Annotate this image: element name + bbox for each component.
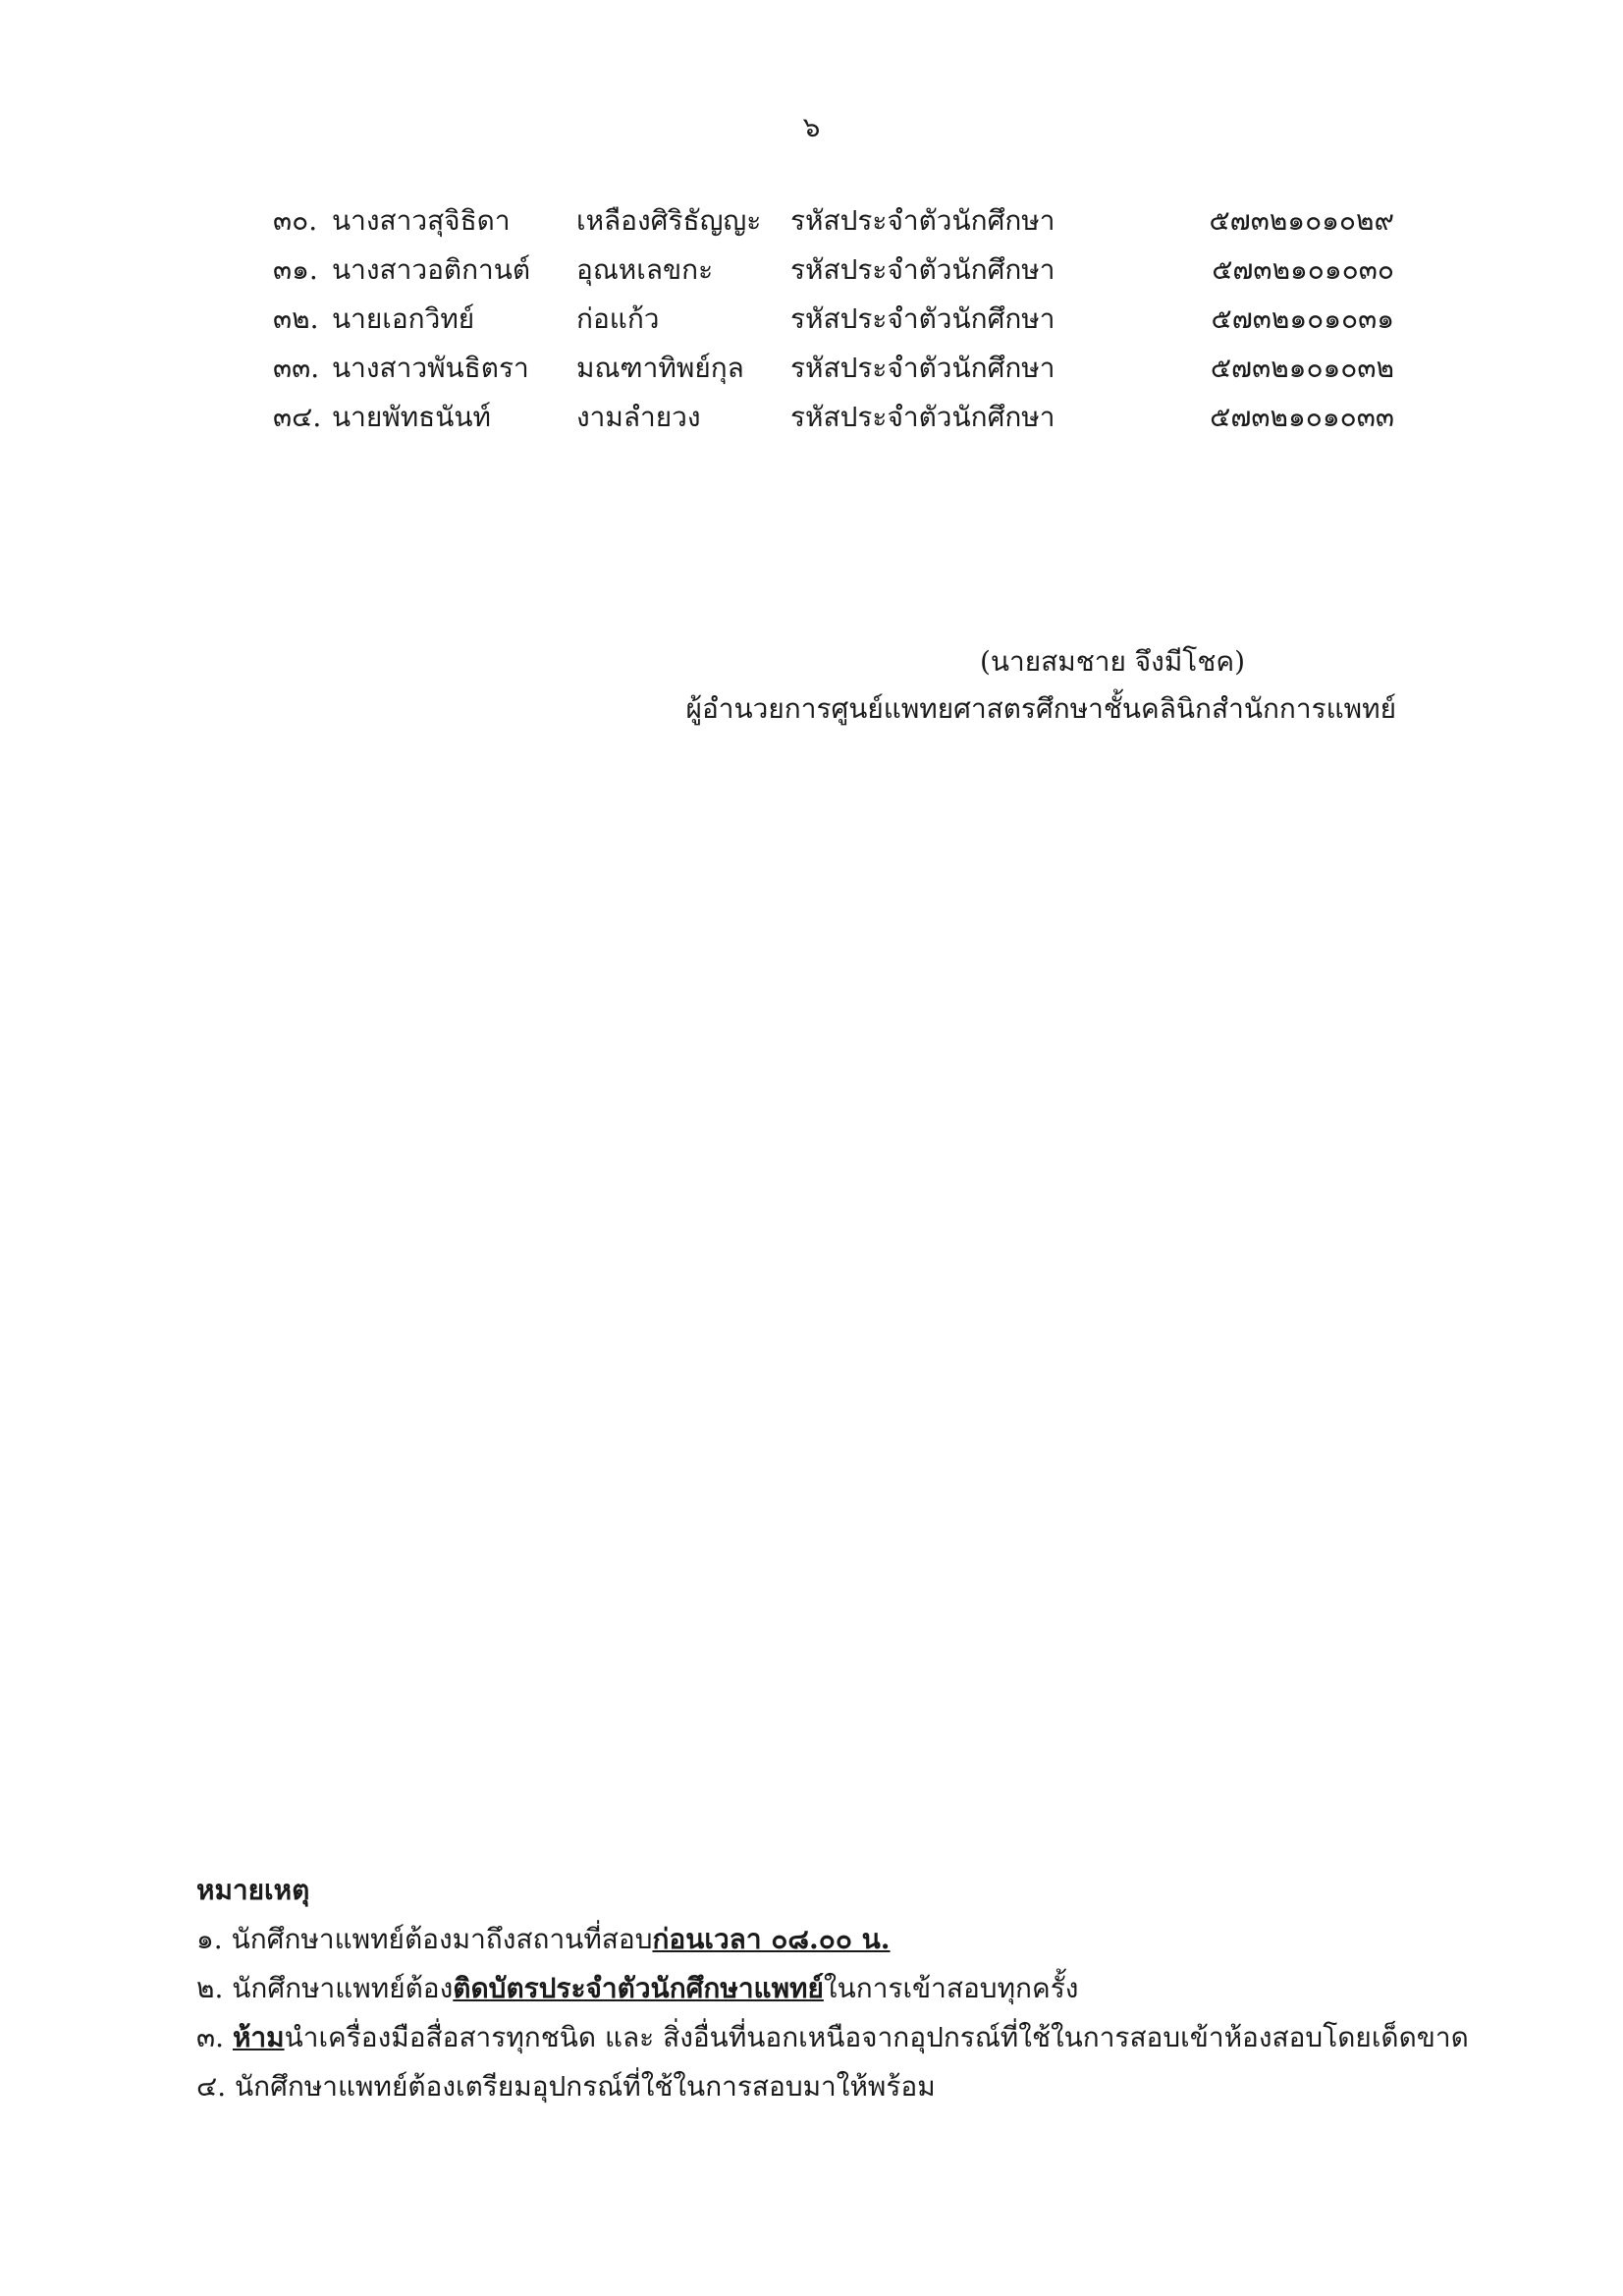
student-list: [265, 196, 1394, 442]
note-item: [196, 2062, 1473, 2111]
note-text: นำเครื่องมือสื่อสารทุกชนิด และ สิ่งอื่นที่นอกเหนือจากอุปกรณ์ที่ใช้ในการสอบเข้าห้องสอบโดยเด็ดขาด: [284, 2021, 1469, 2053]
student-number: ๓๔.: [273, 401, 322, 433]
student-last-name: มณฑาทิพย์กุล: [576, 352, 744, 384]
student-number: ๓๐.: [273, 204, 318, 237]
student-id: ๕๗๓๒๑๐๑๐๓๓: [1210, 401, 1394, 433]
note-text: ในการเข้าสอบทุกครั้ง: [823, 1972, 1079, 2004]
note-text: ๒. นักศึกษาแพทย์ต้อง: [196, 1972, 454, 2004]
table-row: [265, 393, 1394, 442]
note-item: [196, 1915, 1473, 1964]
notes-section: [196, 1866, 1473, 2111]
signer-name: (นายสมชาย จึงมีโชค): [979, 645, 1245, 678]
student-last-name: ก่อแก้ว: [576, 302, 660, 335]
student-id: ๕๗๓๒๑๐๑๐๓๐: [1212, 253, 1394, 286]
student-id-label: รหัสประจำตัวนักศึกษา: [790, 401, 1055, 433]
student-id-label: รหัสประจำตัวนักศึกษา: [790, 352, 1055, 384]
signature-block: [589, 638, 1473, 733]
note-text: ๑. นักศึกษาแพทย์ต้องมาถึงสถานที่สอบ: [196, 1923, 653, 1955]
student-id: ๕๗๓๒๑๐๑๐๒๙: [1209, 204, 1394, 237]
student-id: ๕๗๓๒๑๐๑๐๓๑: [1211, 302, 1394, 335]
student-last-name: เหลืองศิริธัญญะ: [576, 204, 762, 237]
table-row: [265, 196, 1394, 246]
note-emphasis: ติดบัตรประจำตัวนักศึกษาแพทย์: [453, 1972, 824, 2004]
student-id-label: รหัสประจำตัวนักศึกษา: [790, 204, 1055, 237]
student-first-name: นางสาวพันธิตรา: [332, 352, 529, 384]
student-id-label: รหัสประจำตัวนักศึกษา: [790, 302, 1055, 335]
notes-heading: หมายเหตุ: [196, 1874, 310, 1906]
student-first-name: นางสาวอติกานต์: [332, 253, 531, 286]
note-item: [196, 2013, 1473, 2062]
student-number: ๓๑.: [273, 253, 318, 286]
table-row: [265, 344, 1394, 393]
student-last-name: อุณหเลขกะ: [576, 253, 714, 286]
table-row: [265, 246, 1394, 295]
student-first-name: นางสาวสุจิธิดา: [332, 204, 511, 237]
note-text: ๔. นักศึกษาแพทย์ต้องเตรียมอุปกรณ์ที่ใช้ในการสอบมาให้พร้อม: [196, 2070, 936, 2103]
student-first-name: นายเอกวิทย์: [332, 302, 475, 335]
student-last-name: งามลำยวง: [576, 401, 701, 433]
student-number: ๓๓.: [273, 352, 320, 384]
note-emphasis: ห้าม: [232, 2021, 285, 2053]
note-text: ๓.: [196, 2021, 233, 2053]
signer-title: ผู้อำนวยการศูนย์แพทยศาสตรศึกษาชั้นคลินิกสำนักการแพทย์: [685, 692, 1396, 725]
page-number: ๖: [802, 111, 821, 143]
student-id: ๕๗๓๒๑๐๑๐๓๒: [1210, 352, 1394, 384]
student-number: ๓๒.: [273, 302, 319, 335]
note-item: [196, 1964, 1473, 2013]
student-first-name: นายพัทธนันท์: [332, 401, 492, 433]
student-id-label: รหัสประจำตัวนักศึกษา: [790, 253, 1055, 286]
table-row: [265, 295, 1394, 344]
note-emphasis: ก่อนเวลา ๐๘.๐๐ น.: [652, 1923, 891, 1955]
